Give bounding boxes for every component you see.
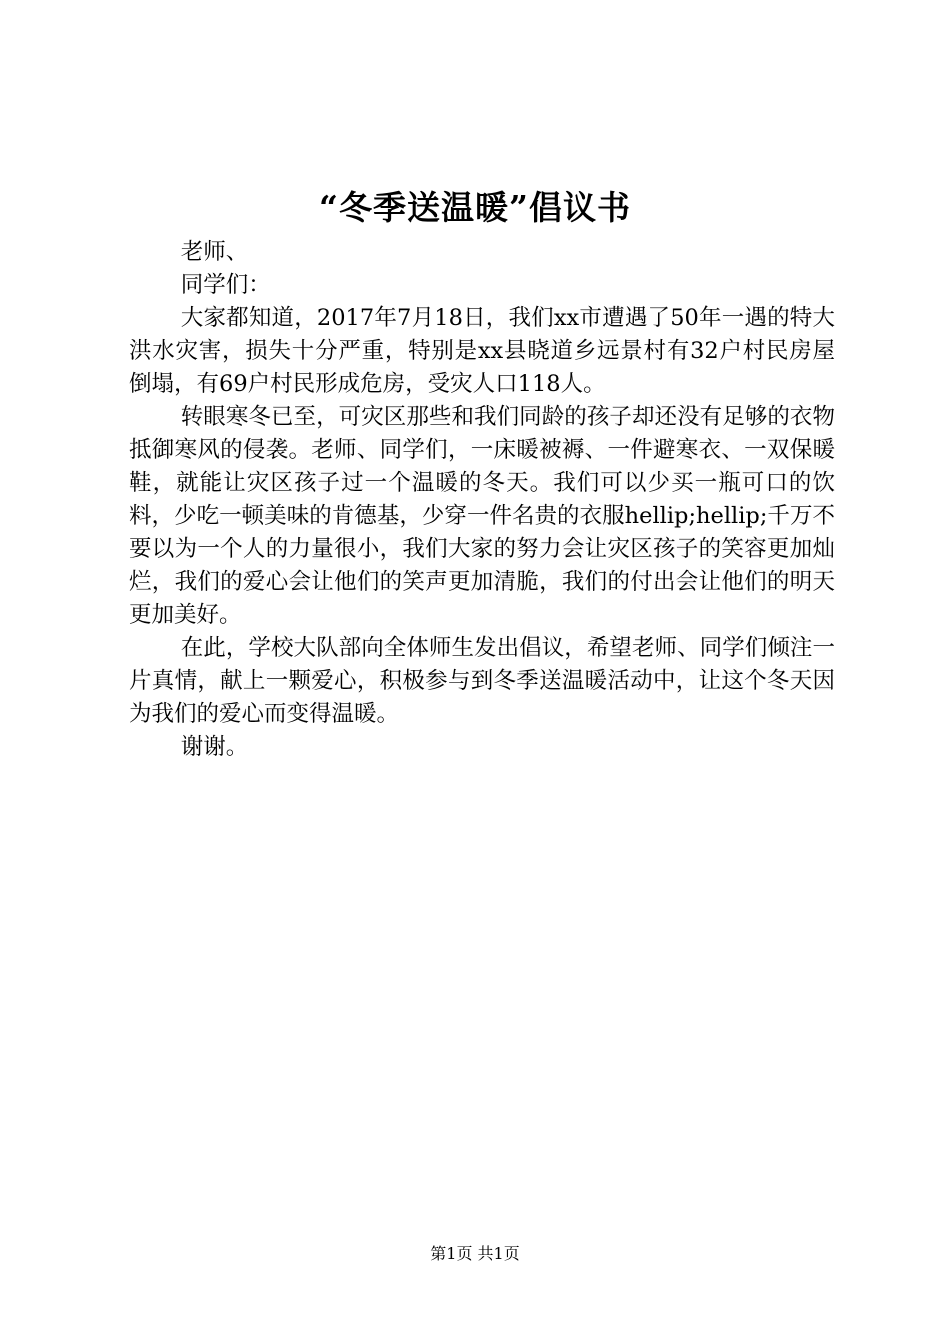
- salutation-students: 同学们：: [180, 272, 271, 298]
- paragraph-initiative: 在此，学校大队部向全体师生发出倡议，希望老师、同学们倾注一片真情，献上一颗爱心，积极参与到冬季送温暖活动中，让这个冬天因为我们的爱心而变得温暖。: [129, 635, 835, 727]
- salutation-teachers: 老师、: [180, 239, 249, 265]
- document-body: [129, 236, 835, 764]
- closing-thanks: 谢谢。: [180, 734, 249, 760]
- page-number-footer: 第1页 共1页: [430, 1244, 520, 1263]
- paragraph-flood-disaster: 大家都知道，2017年7月18日，我们xx市遭遇了50年一遇的特大洪水灾害，损失十分严重，特别是xx县晓道乡远景村有32户村民房屋倒塌，有69户村民形成危房，受灾人口118人。: [129, 305, 835, 397]
- document-title: “冬季送温暖”倡议书: [319, 188, 631, 227]
- paragraph-winter-appeal: 转眼寒冬已至，可灾区那些和我们同龄的孩子却还没有足够的衣物抵御寒风的侵袭。老师、同学们，一床暖被褥、一件避寒衣、一双保暖鞋，就能让灾区孩子过一个温暖的冬天。我们可以少买一瓶可口的饮料，少吃一顿美味的肯德基，少穿一件名贵的衣服hellip;hellip;千万不要以为一个人的力量很小，我们大家的努力会让灾区孩子的笑容更加灿烂，我们的爱心会让他们的笑声更加清脆，我们的付出会让他们的明天更加美好。: [129, 404, 835, 628]
